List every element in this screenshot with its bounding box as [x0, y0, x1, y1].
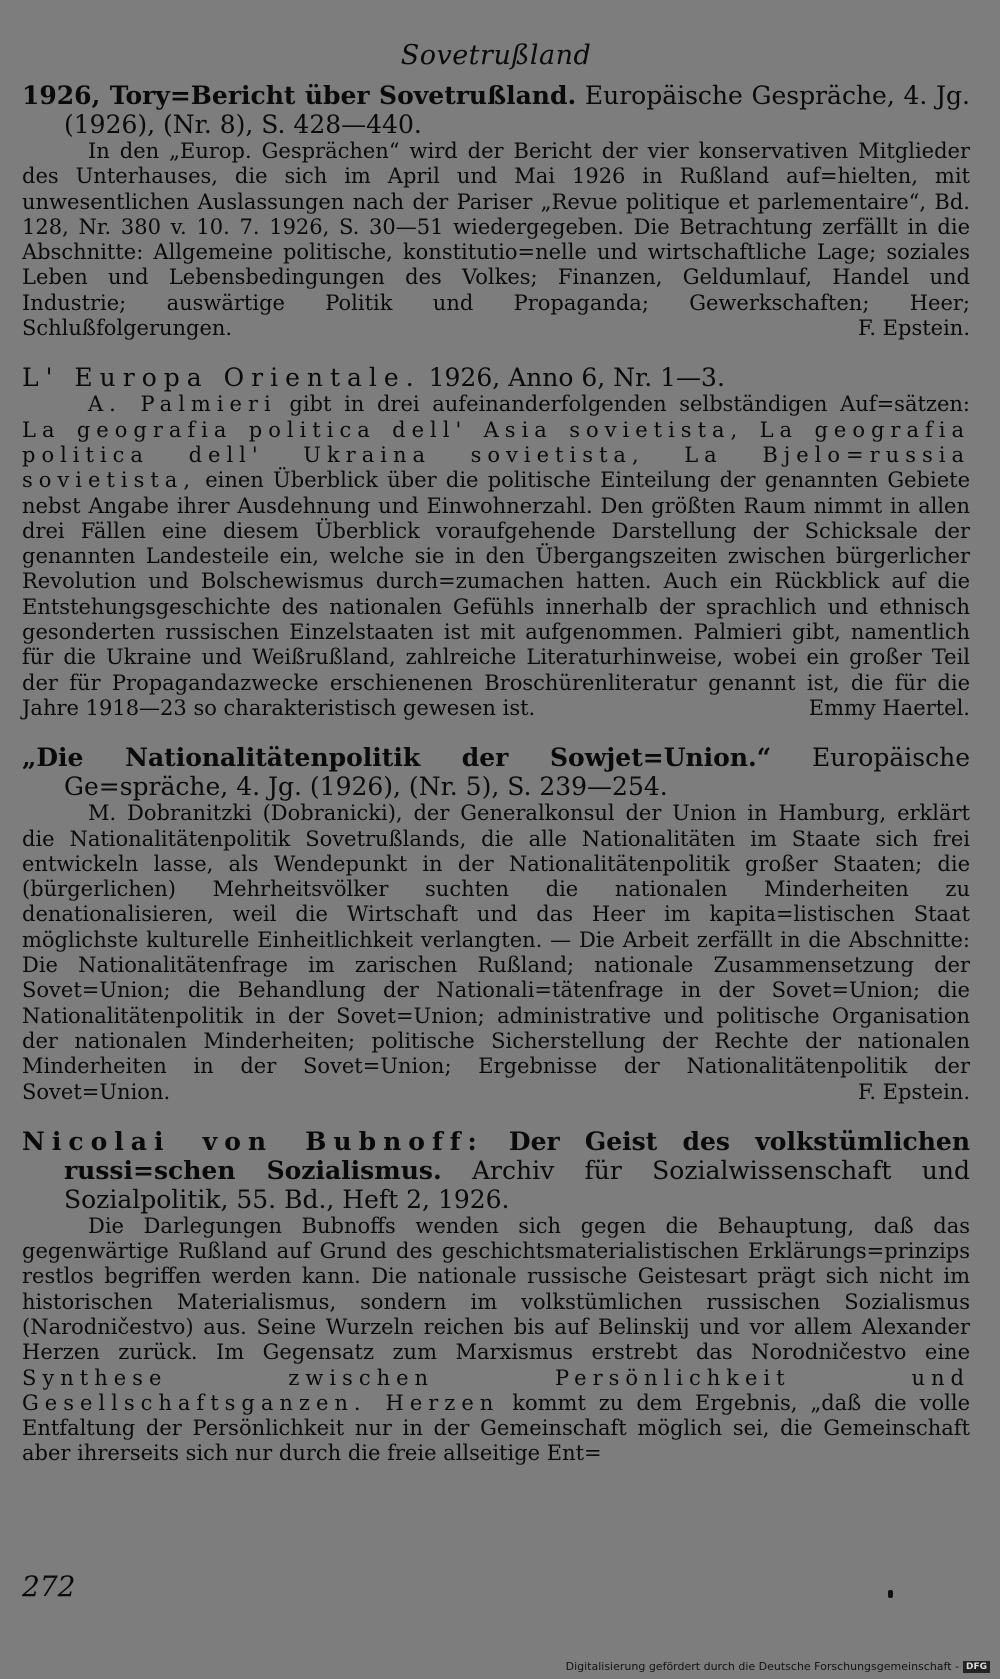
entry-title-bold: Der Geist des volkstümlichen russi=schen Sozialismus. [64, 1126, 970, 1185]
abstract-spaced-text: Synthese zwischen Persönlichkeit und Gesellschaftsganzen. [22, 1365, 970, 1415]
entry-title [22, 743, 970, 801]
page-number: 272 [22, 1570, 76, 1603]
digitization-footer [566, 1660, 990, 1673]
bibliography-entry [22, 1127, 970, 1467]
dfg-logo-icon: DFG [963, 1661, 990, 1673]
entry-title-source: Europäische Ge=spräche, 4. Jg. (1926), (Nr. 5), S. 239—254. [64, 743, 970, 802]
entry-title-source: 1926, Anno 6, Nr. 1—3. [420, 363, 725, 393]
abstract-spaced-text: Herzen [366, 1390, 500, 1415]
entry-title-source: Europäische Gespräche, 4. Jg. (1926), (Nr. 8), S. 428—440. [64, 81, 970, 139]
bibliography-entry [22, 743, 970, 1105]
entry-title-spaced: Nicolai von Bubnoff: [22, 1126, 484, 1156]
entry-title [22, 363, 970, 392]
print-speck [888, 1590, 893, 1598]
entry-title [22, 81, 970, 139]
entry-title-source: Archiv für Sozialwissenschaft und Sozialpolitik, 55. Bd., Heft 2, 1926. [64, 1155, 970, 1214]
reviewer-signature: F. Epstein. [858, 316, 970, 341]
abstract-text: einen Überblick über die politische Einteilung der genannten Gebiete nebst Angabe ihrer Ausdehnung und Einwohnerzahl. Den größten Raum nimmt in allen drei Fällen eine diesem Überblick voraufgehende Darstellung der Schicksale der genannten Landesteile ein, welche sie in den Übergangszeiten zwischen bürgerlicher Revolution und Bolschewismus durch=zumachen hatten. Auch ein Rückblick auf die Entstehungsgeschichte des nationalen Gefühls innerhalb der sprachlich und ethnisch gesonderten russischen Einzelstaaten ist mit aufgenommen. Palmieri gibt, namentlich für die Ukraine und Weißrußland, zahlreiche Literaturhinweise, wobei ein großer Teil der für Propagandazwecke erschienenen Broschürenliteratur genannt ist, die für die Jahre 1918—23 so charakteristisch gewesen ist. [22, 468, 970, 720]
entry-title-bold: „Die Nationalitätenpolitik der Sowjet=Union.“ [22, 743, 772, 773]
entry-title-bold: 1926, Tory=Bericht über Sovetrußland. [22, 81, 577, 110]
running-header: Sovetrußland [400, 40, 592, 71]
abstract-text: In den „Europ. Gesprächen“ wird der Bericht der vier konservativen Mitglieder des Unterhauses, die sich im April und Mai 1926 in Rußland auf=hielten, mit unwesentlichen Auslassungen nach der Pariser „Revue politique et parlementaire“, Bd. 128, Nr. 380 v. 10. 7. 1926, S. 30—51 wiedergegeben. Die Betrachtung zerfällt in die Abschnitte: Allgemeine politische, konstitutio=nelle und wirtschaftliche Lage; soziales Leben und Lebensbedingungen des Volkes; Finanzen, Geldumlauf, Handel und Industrie; auswärtige Politik und Propaganda; Gewerkschaften; Heer; Schlußfolgerungen. [22, 139, 970, 341]
entry-abstract [22, 139, 970, 341]
entry-abstract [22, 801, 970, 1105]
abstract-text: kommt zu dem Ergebnis, „daß die volle Entfaltung der Persönlichkeit nur in der Gemeinschaft möglich sei, die Gemeinschaft aber ihrerseits sich nur durch die freie allseitige Ent= [22, 1390, 970, 1466]
entry-title-spaced: L' Europa Orientale. [22, 363, 421, 393]
entry-title [22, 1127, 970, 1214]
entry-abstract [22, 1214, 970, 1467]
document-page [22, 28, 970, 1489]
abstract-spaced-text: A. Palmieri [88, 392, 277, 417]
bibliography-entry [22, 81, 970, 341]
abstract-text: gibt in drei aufeinanderfolgenden selbständigen Auf=sätzen: [276, 392, 970, 417]
abstract-spaced-text: La geografia politica dell' Asia sovietista, La geografia politica dell' Ukraina sovietista, La Bjelo=russia sovietista, [22, 417, 970, 493]
abstract-text: M. Dobranitzki (Dobranicki), der Generalkonsul der Union in Hamburg, erklärt die Nationalitätenpolitik Sovetrußlands, die alle Nationalitäten im Staate sich frei entwickeln lasse, als Wendepunkt in der Nationalitätenpolitik großer Staaten; die (bürgerlichen) Mehrheitsvölker suchten die nationalen Minderheiten zu denationalisieren, weil die Wirtschaft und das Heer im kapita=listischen Staat möglichste kulturelle Einheitlichkeit verlangten. — Die Arbeit zerfällt in die Abschnitte: Die Nationalitätenfrage im zarischen Rußland; nationale Zusammensetzung der Sovet=Union; die Behandlung der Nationali=tätenfrage in der Sovet=Union; die Nationalitätenpolitik in der Sovet=Union; administrative und politische Organisation der nationalen Minderheiten; politische Sicherstellung der Rechte der nationalen Minderheiten in der Sovet=Union; Ergebnisse der Nationalitätenpolitik der Sovet=Union. [22, 801, 970, 1104]
reviewer-signature: Emmy Haertel. [808, 695, 970, 720]
footer-text: Digitalisierung gefördert durch die Deutsche Forschungsgemeinschaft - [565, 1660, 959, 1673]
entry-abstract [22, 392, 970, 721]
abstract-text: Die Darlegungen Bubnoffs wenden sich gegen die Behauptung, daß das gegenwärtige Rußland auf Grund des geschichtsmaterialistischen Erklärungs=prinzips restlos begriffen werden kann. Die nationale russische Geistesart prägt sich nicht im historischen Materialismus, sondern im volkstümlichen russischen Sozialismus (Narodničestvo) aus. Seine Wurzeln reichen bis auf Belinskij und vor allem Alexander Herzen zurück. Im Gegensatz zum Marxismus erstrebt das Norodničestvo eine [22, 1213, 970, 1365]
reviewer-signature: F. Epstein. [858, 1079, 970, 1104]
bibliography-entry [22, 363, 970, 721]
